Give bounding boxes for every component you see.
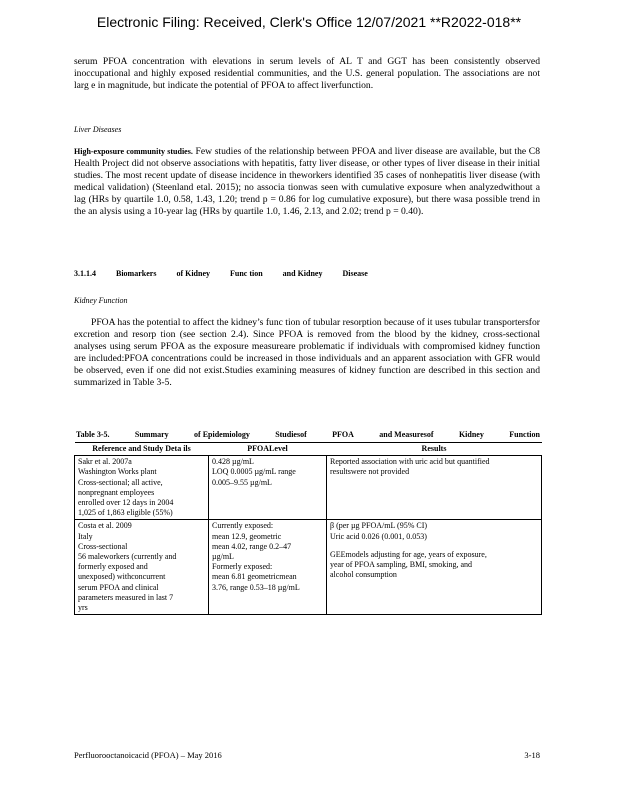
cell-line: mean 6.81 geometricmean: [212, 572, 297, 582]
cell-line: Cross-sectional; all active,: [78, 477, 163, 487]
cell-line: year of PFOA sampling, BMI, smoking, and: [330, 560, 472, 570]
subheading-liver-diseases: Liver Diseases: [74, 125, 122, 134]
cell-line: Currently exposed:: [212, 521, 274, 531]
table-title-word: Studiesof: [275, 430, 307, 439]
cell-reference: [75, 456, 209, 520]
paragraph-kidney-function: PFOA has the potential to affect the kidney’s func tion of tubular resorption because of it uses tubular transportersfor excretion and resorp tion (see section 2.4). Since PFOA is removed from the blood by the kidney, cross-sectional analyses using serum PFOA as the exposure measureare problematic if individuals with compromised kidney function are included:PFOA concentrations could be increased in those individuals and an apparent association with GFR would be observed, even if one did not exist.Studies examining measures of kidney function are described in this section and summarized in Table 3-5.: [74, 317, 540, 389]
cell-pfoa-level: [209, 520, 327, 615]
cell-line: 56 maleworkers (currently and: [78, 552, 177, 562]
table-title-word: Summary: [134, 430, 169, 439]
cell-line: mean 12.9, geometric: [212, 531, 282, 541]
section-word: and Kidney: [282, 269, 323, 278]
table-title-word: Function: [509, 430, 540, 439]
table-title-word: Table 3-5.: [76, 430, 110, 439]
table-row: [75, 456, 542, 520]
filing-header: Electronic Filing: Received, Clerk's Office 12/07/2021 **R2022-018**: [96, 14, 522, 30]
column-header-results: Results: [327, 443, 542, 456]
page-footer: [74, 750, 540, 760]
cell-results: [327, 520, 542, 615]
cell-line: parameters measured in last 7: [78, 592, 174, 602]
table-title-word: and Measuresof: [379, 430, 434, 439]
cell-results: [327, 456, 542, 520]
table-title: [76, 430, 540, 439]
section-word: Func tion: [230, 269, 263, 278]
paragraph-liver-enzymes: serum PFOA concentration with elevations in serum levels of AL T and GGT has been consistently observed inoccupational and highly exposed residential communities, and the U.S. general population. The associations are not larg e in magnitude, but indicate the potential of PFOA to affect liverfunction.: [74, 56, 540, 92]
table-title-word: PFOA: [332, 430, 354, 439]
cell-line: Italy: [78, 531, 93, 541]
cell-line: LOQ 0.0005 µg/mL range: [212, 467, 296, 477]
table-title-word: Kidney: [458, 430, 484, 439]
cell-line: Sakr et al. 2007a: [78, 457, 132, 467]
subheading-kidney-function: Kidney Function: [74, 296, 128, 305]
cell-line: 1,025 of 1,863 eligible (55%): [78, 508, 173, 518]
cell-line: resultswere not provided: [330, 467, 410, 477]
cell-line: mean 4.02, range 0.2–47: [212, 541, 292, 551]
cell-line: alcohol consumption: [330, 570, 397, 580]
cell-line: formerly exposed and: [78, 562, 148, 572]
cell-line: 0.428 µg/mL: [212, 457, 254, 467]
section-word: Disease: [342, 269, 368, 278]
cell-line: β (per µg PFOA/mL (95% CI): [330, 521, 428, 531]
cell-line: µg/mL: [212, 552, 234, 562]
cell-reference: [75, 520, 209, 615]
cell-line: [330, 542, 538, 550]
section-number: 3.1.1.4: [74, 269, 96, 278]
cell-line: 3.76, range 0.53–18 µg/mL: [212, 582, 300, 592]
kidney-studies-table: [74, 442, 542, 615]
paragraph-liver-disease-text: Few studies of the relationship between PFOA and liver disease are available, but the C8 Health Project did not observe associations with hepatitis, fatty liver disease, or other types of liver disease in their initial studies. The most recent update of disease incidence in theworkers identified 35 cases of nonhepatitis liver disease (with medical validation) (Steenland etal. 2015); no associa tionwas seen with cumulative exposure when analyzedwithout a lag (HRs by quartile 1.0, 0.58, 1.43, 1.20; trend p = 0.86 for log cumulative exposure), but there wasa possible trend in the an alysis using a 10-year lag (HRs by quartile 1.0, 1.46, 2.13, and 2.02; trend p = 0.40).: [74, 146, 540, 218]
table-header-row: [75, 443, 542, 456]
cell-line: Formerly exposed:: [212, 562, 273, 572]
cell-line: Reported association with uric acid but quantified: [330, 457, 490, 467]
paragraph-liver-disease: [74, 146, 540, 219]
cell-line: unexposed) withconcurrent: [78, 572, 166, 582]
cell-line: yrs: [78, 603, 88, 613]
paragraph-lead-label: High-exposure community studies.: [74, 147, 193, 156]
cell-line: GEEmodels adjusting for age, years of exposure,: [330, 549, 487, 559]
column-header-reference: Reference and Study Deta ils: [75, 443, 209, 456]
table-title-word: of Epidemiology: [194, 430, 250, 439]
cell-line: Uric acid 0.026 (0.001, 0.053): [330, 531, 427, 541]
cell-line: Washington Works plant: [78, 467, 157, 477]
section-heading-kidney: [74, 269, 540, 278]
cell-line: Cross-sectional: [78, 541, 128, 551]
section-word: Biomarkers: [116, 269, 157, 278]
footer-document-title: Perfluorooctanoicacid (PFOA) – May 2016: [74, 750, 222, 760]
cell-line: Costa et al. 2009: [78, 521, 132, 531]
cell-line: serum PFOA and clinical: [78, 582, 159, 592]
table-row: [75, 520, 542, 615]
cell-line: 0.005–9.55 µg/mL: [212, 477, 272, 487]
section-word: of Kidney: [176, 269, 210, 278]
cell-line: nonpregnant employees: [78, 487, 155, 497]
column-header-pfoa-level: PFOALevel: [209, 443, 327, 456]
cell-pfoa-level: [209, 456, 327, 520]
cell-line: enrolled over 12 days in 2004: [78, 498, 174, 508]
footer-page-number: 3-18: [524, 750, 540, 760]
